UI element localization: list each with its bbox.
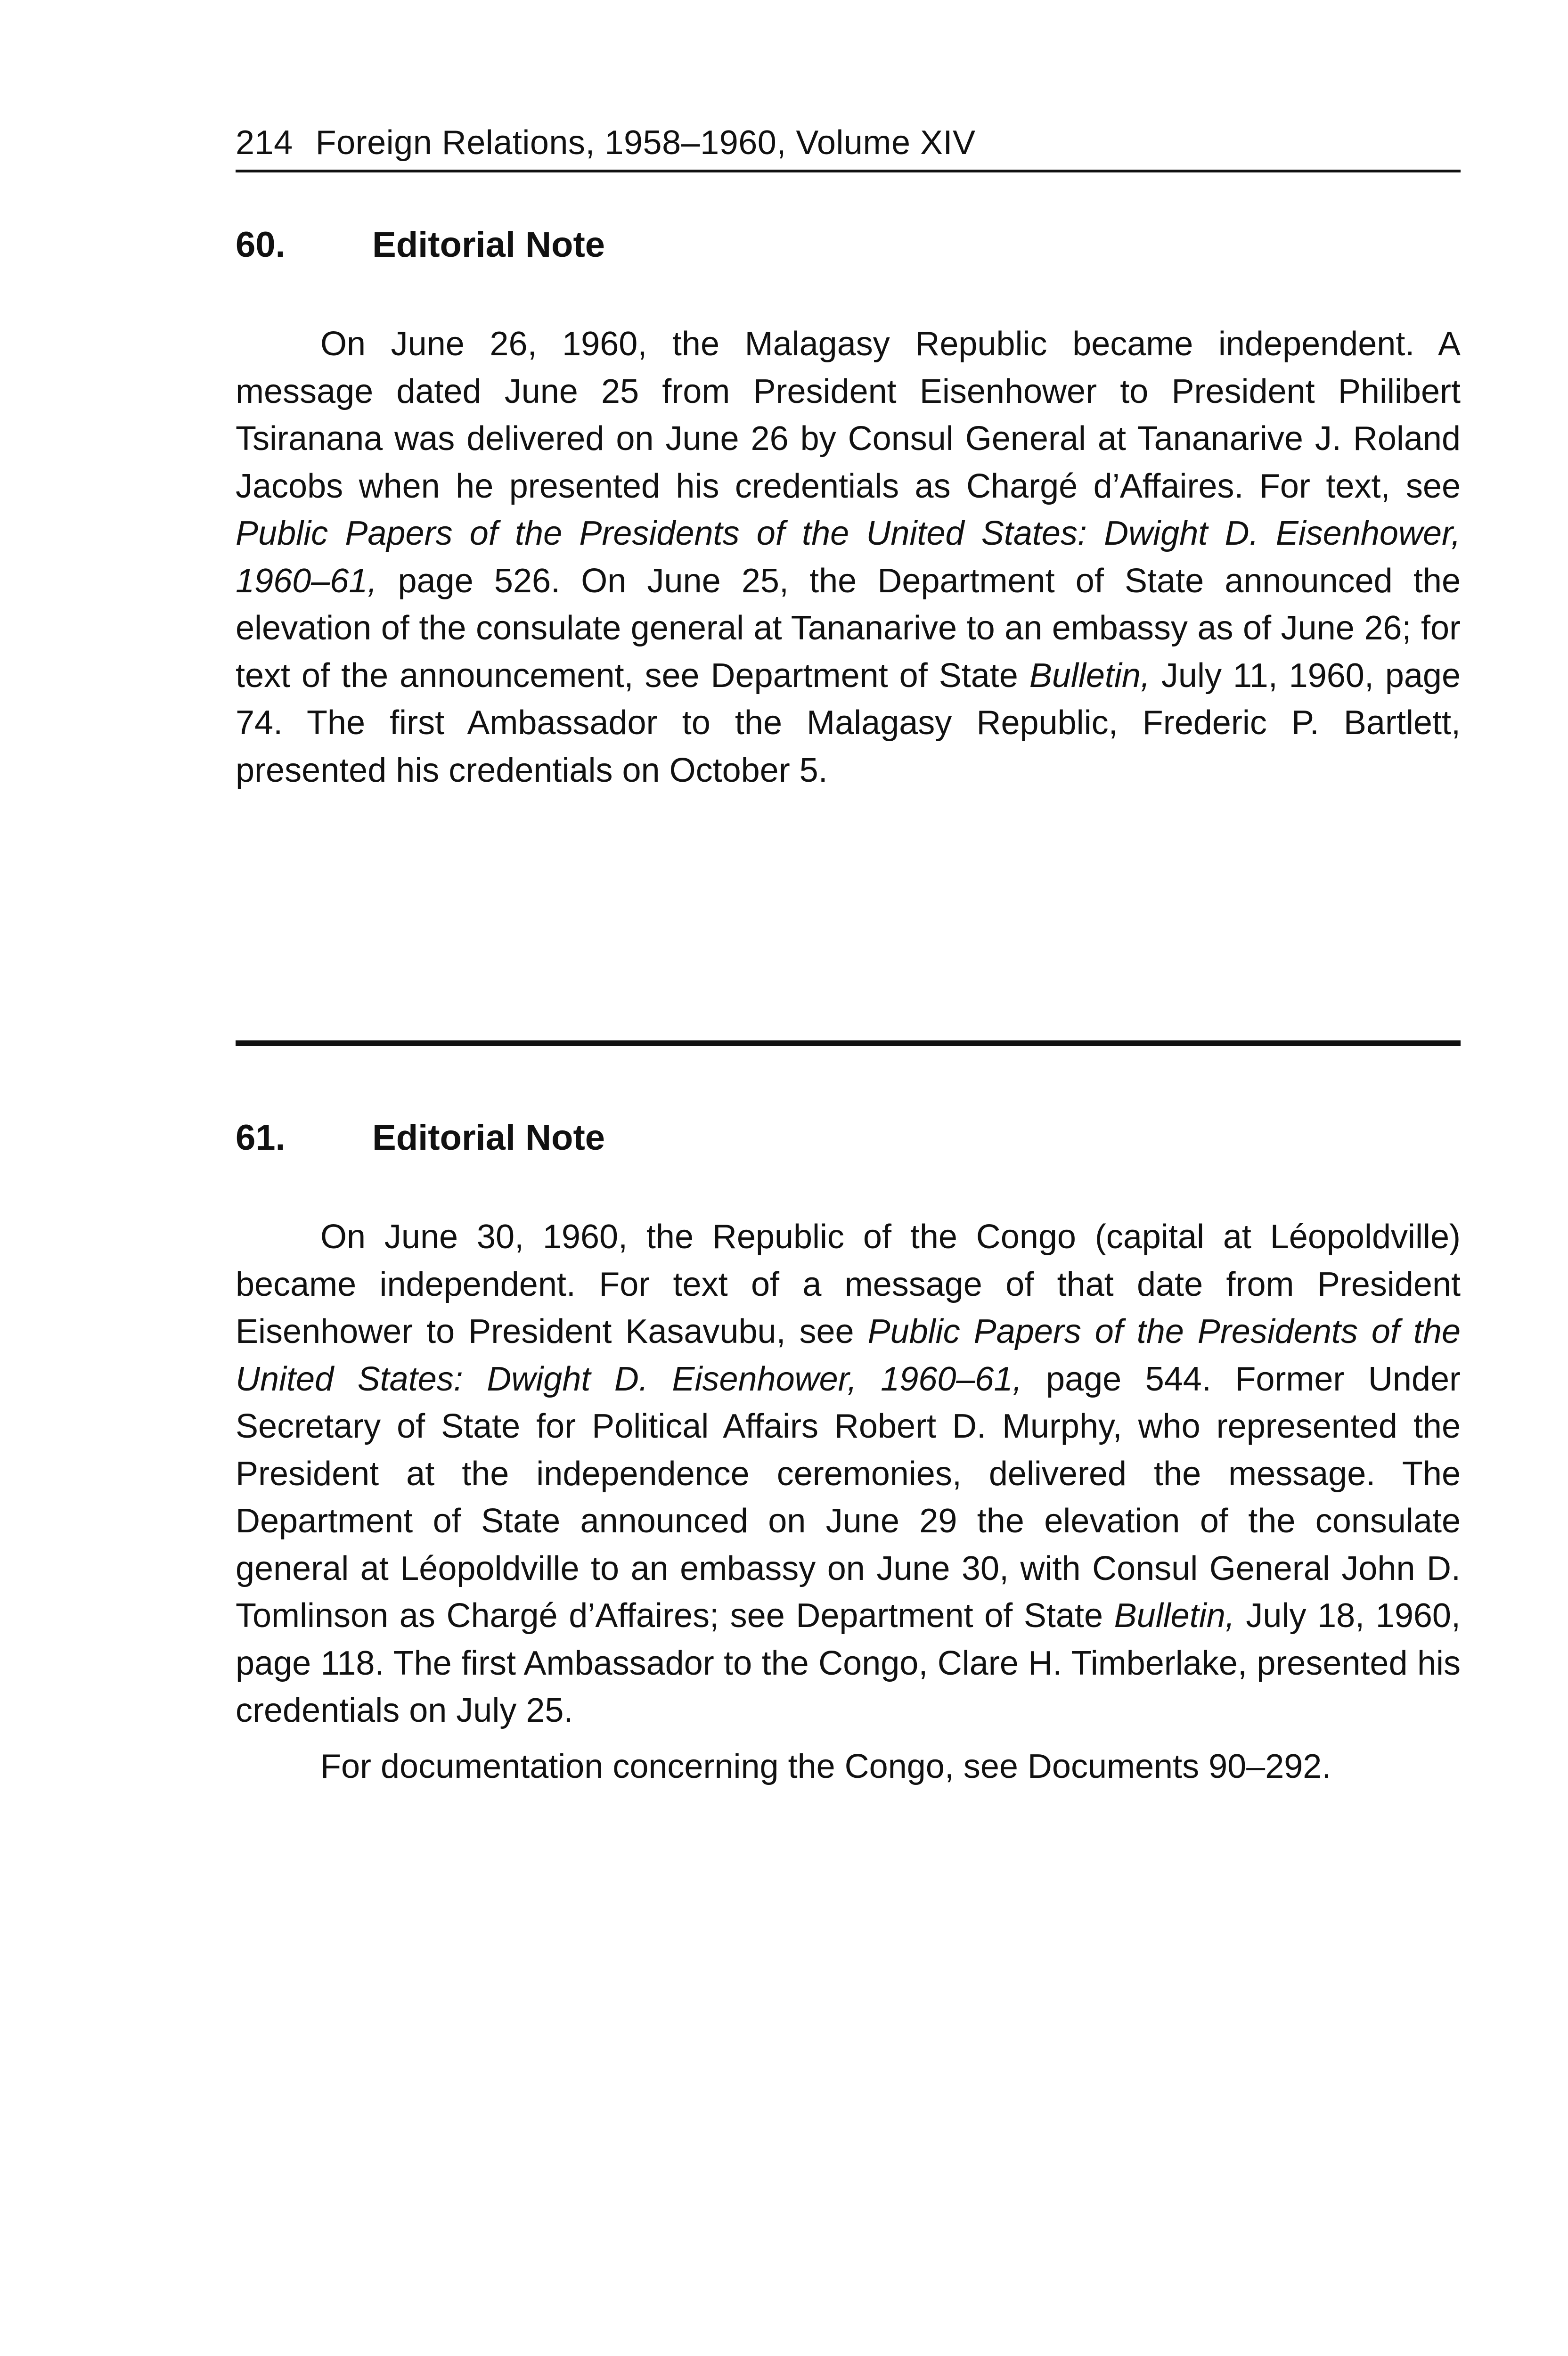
publication-title: Public Papers of the Presidents of the United States: Dwight D. Eisenhower, 1960–61,	[236, 1313, 1461, 1398]
header-rule	[236, 170, 1461, 172]
running-title: Foreign Relations, 1958–1960, Volume XIV	[315, 124, 976, 162]
publication-title: Bulletin,	[1114, 1597, 1235, 1635]
text-run: page 526. On June 25, the Department of State announced the elevation of the consulate general at Tananarive to an embassy as of June 26; for text of the announcement, see Department of State	[236, 562, 1461, 695]
section-60-heading	[236, 221, 1461, 273]
text-run: July 18, 1960, page 118. The first Ambassador to the Congo, Clare H. Timberlake, presented his credentials on July 25.	[236, 1597, 1461, 1729]
section-number: 60.	[236, 225, 286, 265]
section-61-heading	[236, 1114, 1461, 1166]
section-number: 61.	[236, 1118, 286, 1158]
section-title: Editorial Note	[372, 225, 605, 265]
text-run: page 544. Former Under Secretary of State for Political Affairs Robert D. Murphy, who represented the President at the independence ceremonies, delivered the message. The Department of State announced on June 29 the elevation of the consulate general at Léopoldville to an embassy on June 30, with Consul General John D. Tomlinson as Chargé d’Affaires; see Department of State	[236, 1360, 1461, 1635]
text-run: For documentation concerning the Congo, see Documents 90–292.	[320, 1747, 1331, 1785]
section-title: Editorial Note	[372, 1118, 605, 1158]
publication-title: Bulletin,	[1029, 656, 1150, 695]
paragraph	[236, 1213, 1461, 1734]
section-61-body	[236, 1213, 1461, 1790]
page-number: 214	[236, 124, 293, 162]
paragraph	[236, 1743, 1461, 1791]
text-run: On June 30, 1960, the Republic of the Congo (capital at Léopoldville) became independent. For text of a message of that date from President Eisenhower to President Kasavubu, see	[236, 1218, 1461, 1350]
text-run: On June 26, 1960, the Malagasy Republic became independent. A message dated June 25 from President Eisenhower to President Philibert Tsiranana was delivered on June 26 by Consul General at Tananarive J. Roland Jacobs when he presented his credentials as Chargé d’Affaires. For text, see	[236, 325, 1461, 505]
text-run: July 11, 1960, page 74. The first Ambassador to the Malagasy Republic, Frederic P. Bartlett, presented his credentials on October 5.	[236, 656, 1461, 789]
publication-title: Public Papers of the Presidents of the United States: Dwight D. Eisenhower, 1960–61,	[236, 515, 1461, 600]
section-60-body	[236, 320, 1461, 794]
running-header	[236, 122, 1461, 173]
paragraph	[236, 320, 1461, 794]
section-divider	[236, 1040, 1461, 1046]
